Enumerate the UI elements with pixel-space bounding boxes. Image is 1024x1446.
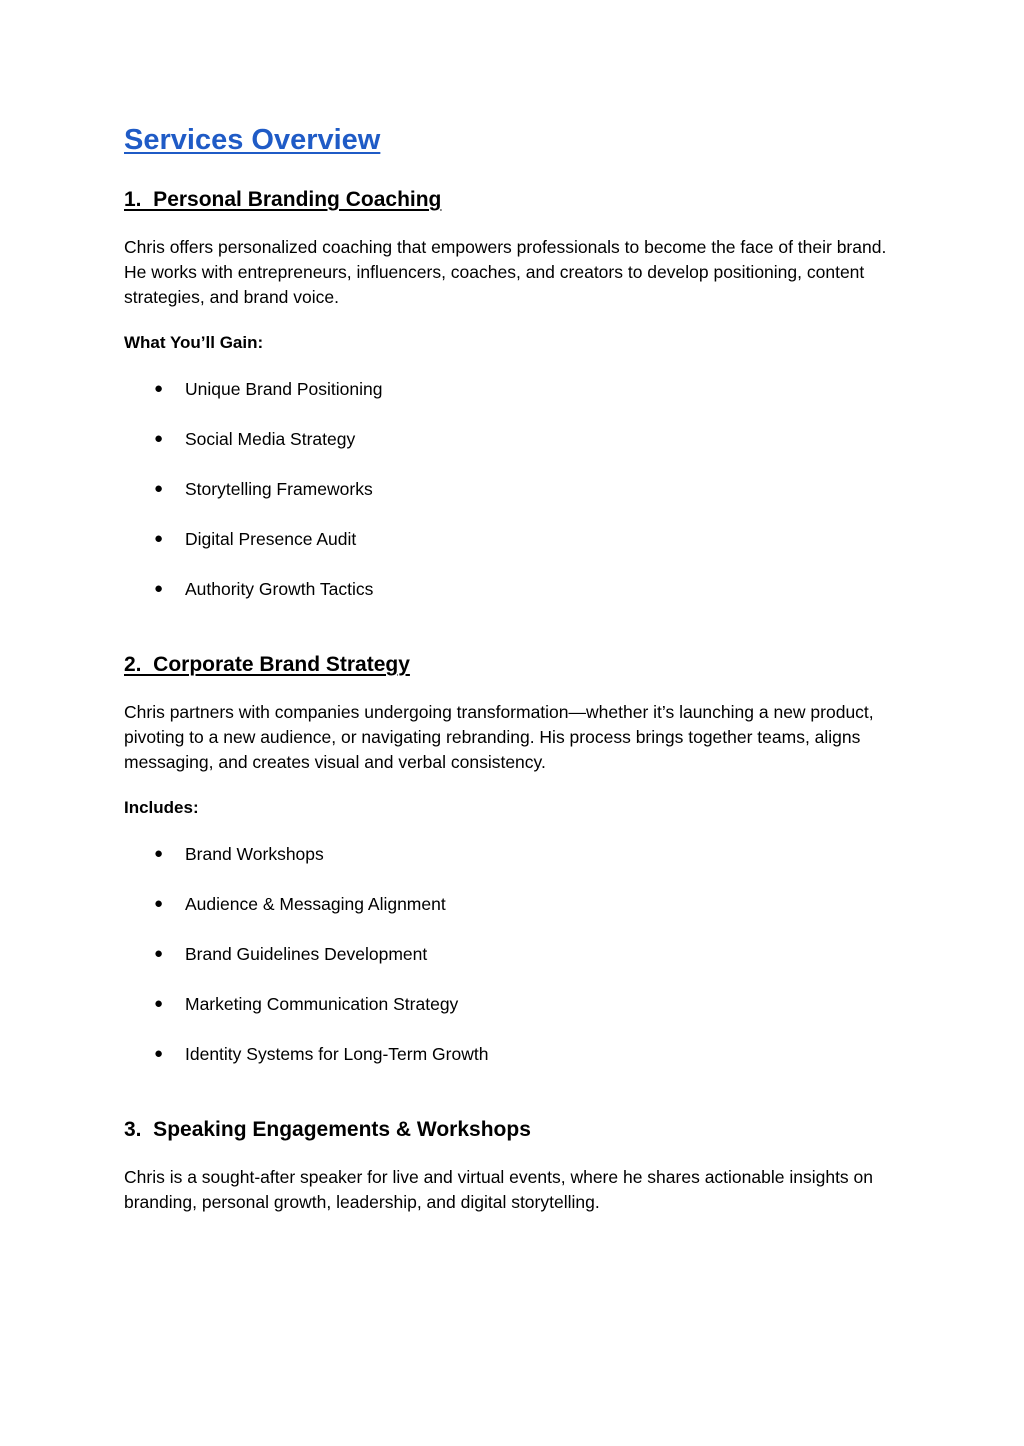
bullet-icon: ● <box>154 945 164 962</box>
bullet-icon: ● <box>154 480 164 497</box>
bullet-icon: ● <box>154 995 164 1012</box>
bullet-icon: ● <box>154 430 164 447</box>
section-paragraph-speaking: Chris is a sought-after speaker for live and virtual events, where he shares actionable insights on branding, personal growth, leadership, and digital storytelling. <box>124 1167 874 1212</box>
bullet-icon: ● <box>154 530 164 547</box>
list-item-text: Storytelling Frameworks <box>185 479 373 499</box>
list-item-text: Authority Growth Tactics <box>185 579 374 599</box>
bullet-icon: ● <box>154 580 164 597</box>
list-item-text: Identity Systems for Long-Term Growth <box>185 1044 489 1064</box>
section-paragraph-personal-branding: Chris offers personalized coaching that empowers professionals to become the face of their brand. He works with entrepreneurs, influencers, coaches, and creators to develop positioning, content strategies, and brand voice. <box>124 237 887 307</box>
list-item-text: Marketing Communication Strategy <box>185 994 459 1014</box>
section-heading-personal-branding: 1. Personal Branding Coaching <box>124 188 442 211</box>
section-heading-corporate-brand: 2. Corporate Brand Strategy <box>124 653 410 676</box>
list-item-text: Unique Brand Positioning <box>185 379 383 399</box>
list-item-text: Digital Presence Audit <box>185 529 357 549</box>
section-paragraph-corporate-brand: Chris partners with companies undergoing transformation—whether it’s launching a new product, pivoting to a new audience, or navigating rebranding. His process brings together teams, aligns messaging, and creates visual and verbal consistency. <box>124 702 874 772</box>
list-label-what-youll-gain: What You’ll Gain: <box>124 333 264 352</box>
bullet-icon: ● <box>154 1045 164 1062</box>
list-item-text: Social Media Strategy <box>185 429 356 449</box>
list-label-includes: Includes: <box>124 798 199 817</box>
bullet-icon: ● <box>154 895 164 912</box>
page-title[interactable]: Services Overview <box>124 124 381 156</box>
list-item-text: Brand Workshops <box>185 844 324 864</box>
bullet-icon: ● <box>154 845 164 862</box>
section-heading-speaking: 3. Speaking Engagements & Workshops <box>124 1118 531 1141</box>
list-item-text: Audience & Messaging Alignment <box>185 894 446 914</box>
bullet-icon: ● <box>154 380 164 397</box>
list-item-text: Brand Guidelines Development <box>185 944 428 964</box>
